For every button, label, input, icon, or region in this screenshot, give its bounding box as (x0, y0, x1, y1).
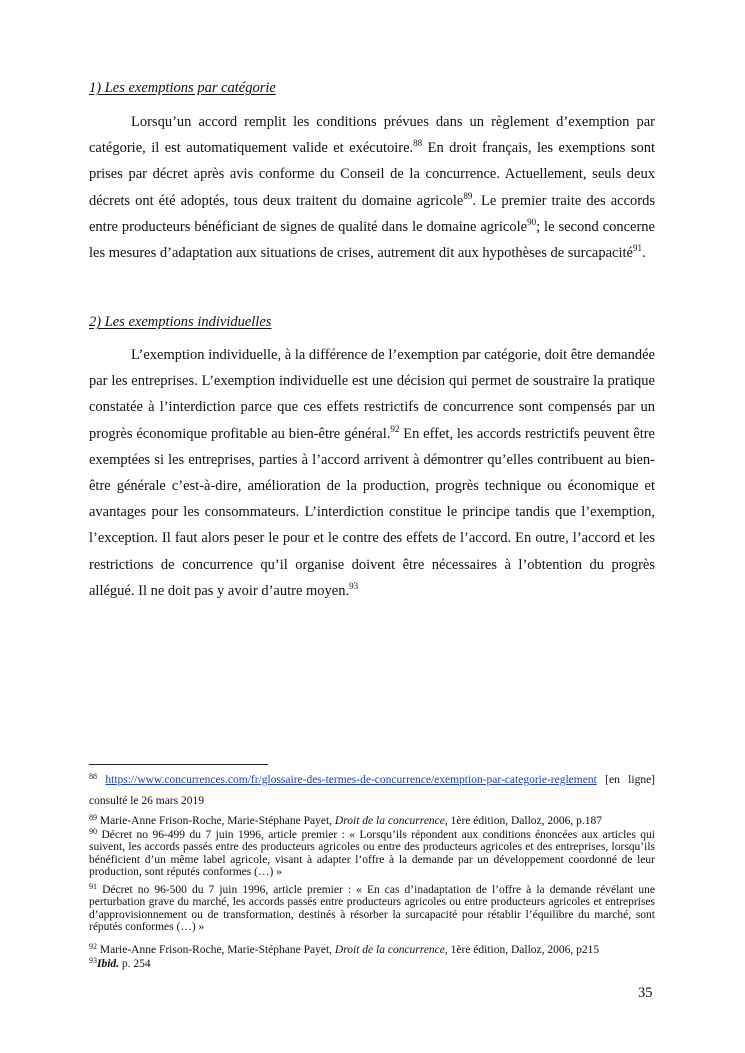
footnote-ref-89[interactable]: 89 (463, 190, 473, 201)
footnote-93: $^{93}$Ibid. p. 254 (89, 956, 151, 970)
footnote-88-link[interactable]: https://www.concurrences.com/fr/glossaire-des-termes-de-concurrence/exemption-par-categorie-reglement (105, 774, 597, 786)
page-number: 35 (638, 985, 653, 1001)
paragraph-exemptions-individuelles: L’exemption individuelle, à la différence de l’exemption par catégorie, doit être demandée par les entreprises. L’exemption individuelle est une décision qui permet de soustraire la pratique constatée à l’interdiction parce que ces effets restrictifs de concurrence sont compensés par un progrès économique profitable au bien-être général.$^{92}$ En effet, les accords restrictifs peuvent être exemptées si les entreprises, parties à l’accord arrivent à démontrer qu’elles contribuent au bien-être générale c’est-à-dire, amélioration de la production, progrès technique ou économique et avantages pour les consommateurs. L’interdiction constitue le principe tandis que l’exemption, l’exception. Il faut alors peser le pour et le contre des effets de l’accord. En outre, l’accord et les restrictions de concurrence qu’il organise doivent être nécessaires à l’obtention du progrès allégué. Il ne doit pas y avoir d’autre moyen.$^{93}$ (89, 347, 655, 599)
footnote-ref-93[interactable]: 93 (349, 580, 359, 591)
footnote-ref-91[interactable]: 91 (632, 243, 642, 254)
section-heading-exemptions-categorie: 1) Les exemptions par catégorie (89, 80, 276, 96)
footnote-91: $^{91}$ Décret no 96-500 du 7 juin 1996, article premier : « En cas d’inadaptation de l’offre à la demande révélant une perturbation grave du marché, les accords passés entre producteurs agricoles ou entre producteurs agricoles et entreprises d’approvisionnement ou de transformation, destinés à résorber la surcapacité pour rétablir l’équilibre du marché, sont réputés conformes (…) » (89, 882, 655, 934)
footnote-ref-88[interactable]: 88 (413, 138, 423, 149)
footnote-90: $^{90}$ Décret no 96-499 du 7 juin 1996, article premier : « Lorsqu’ils répondent aux conditions énoncées aux articles qui suivent, les accords passés entre des producteurs agricoles ou entre des producteurs agricoles et des entreprises, lorsqu’ils bénéficient d’un même label agricole, visant à adapter l’offre à la demande par un développement coordonné de leur production, sont réputés conformes (…) » (89, 827, 655, 879)
paragraph-exemptions-categorie: Lorsqu’un accord remplit les conditions prévues dans un règlement d’exemption par catégorie, il est automatiquement valide et exécutoire.$^{88}$ En droit français, les exemptions sont prises par décret après avis conforme du Conseil de la concurrence. Actuellement, seuls deux décrets ont été adoptés, tous deux traitent du domaine agricole$^{89}$. Le premier traite des accords entre producteurs bénéficiant de signes de qualité dans le domaine agricole$^{90}$; le second concerne les mesures d’adaptation aux situations de crises, autrement dit aux hypothèses de surcapacité$^{91}$. (89, 114, 655, 262)
footnote-separator (89, 764, 268, 765)
footnote-ref-92[interactable]: 92 (390, 423, 400, 434)
section-heading-exemptions-individuelles: 2) Les exemptions individuelles (89, 314, 272, 330)
footnote-92: $^{92}$ Marie-Anne Frison-Roche, Marie-Stéphane Payet, Droit de la concurrence, 1ère édition, Dalloz, 2006, p215 (89, 942, 600, 956)
footnote-88: $^{88}$ https://www.concurrences.com/fr/glossaire-des-termes-de-concurrence/exemption-par-categorie-reglement [en ligne] consulté le 26 mars 2019 (89, 772, 656, 807)
footnote-89: $^{89}$ Marie-Anne Frison-Roche, Marie-Stéphane Payet, Droit de la concurrence, 1ère édition, Dalloz, 2006, p.187 (89, 813, 603, 827)
footnote-ref-90[interactable]: 90 (527, 216, 537, 227)
